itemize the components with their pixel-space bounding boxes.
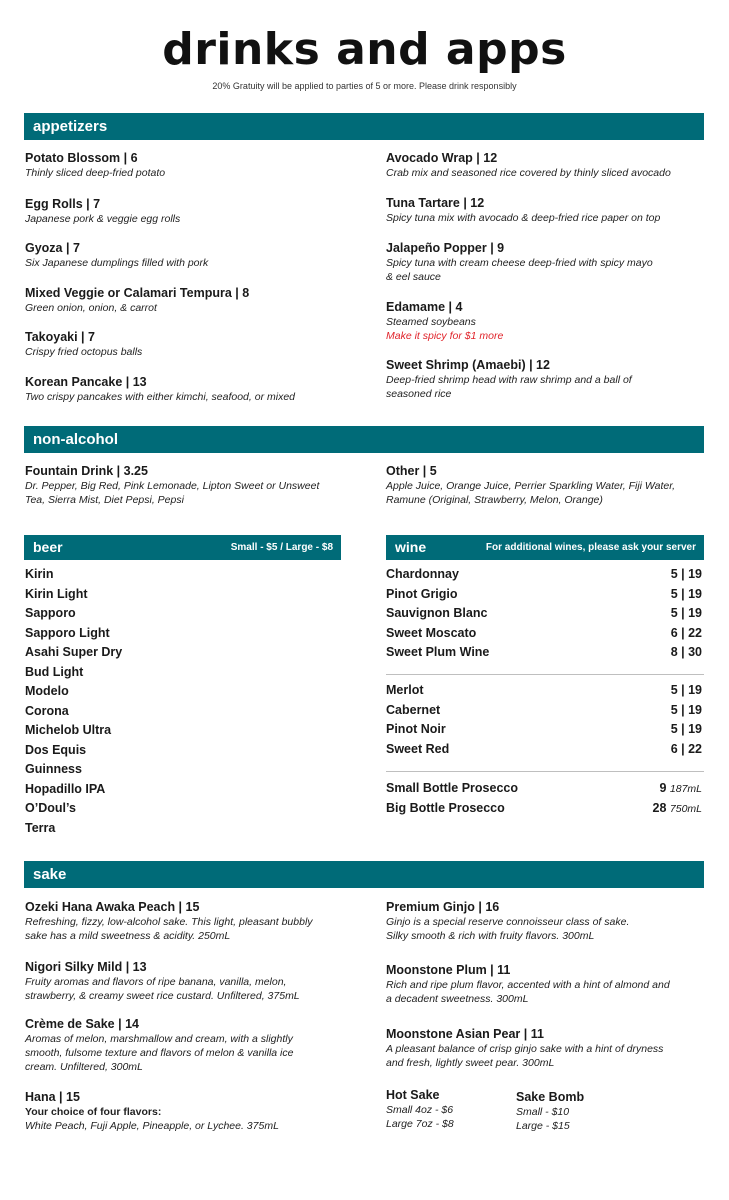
item-desc: Green onion, onion, & carrot: [25, 302, 157, 314]
item-subtitle: Your choice of four flavors:: [25, 1106, 162, 1118]
wine-row: [386, 585, 702, 605]
size-price: Large - $15: [516, 1120, 570, 1132]
menu-item: [386, 196, 660, 225]
wine-name: Pinot Noir: [386, 722, 446, 736]
menu-item: [25, 1090, 279, 1133]
item-desc: strawberry, & creamy sweet rice custard. Unfiltered, 375mL: [25, 990, 300, 1002]
menu-item: [386, 358, 632, 401]
menu-item: [25, 464, 319, 507]
item-name: Mixed Veggie or Calamari Tempura | 8: [25, 286, 250, 300]
wine-name: Merlot: [386, 683, 424, 697]
sake-bomb: [516, 1090, 584, 1133]
menu-item: [25, 286, 249, 315]
wine-heading: wine: [395, 539, 427, 555]
wine-row: [386, 799, 702, 819]
beer-item: Kirin Light: [25, 586, 88, 601]
spicy-note: Make it spicy for $1 more: [386, 330, 504, 342]
item-desc: Refreshing, fizzy, low-alcohol sake. This light, pleasant bubbly: [25, 916, 313, 928]
item-name: Crème de Sake | 14: [25, 1017, 139, 1031]
wine-name: Sweet Plum Wine: [386, 645, 490, 659]
item-desc: Deep-fried shrimp head with raw shrimp and a ball of: [386, 374, 632, 386]
item-name: Sake Bomb: [516, 1090, 585, 1104]
wine-divider: [386, 771, 704, 772]
wine-row: [386, 701, 702, 721]
item-name: Edamame | 4: [386, 300, 463, 314]
wine-price: 6 | 22: [670, 625, 702, 640]
item-name: Moonstone Plum | 11: [386, 963, 511, 977]
wine-price: [653, 799, 703, 820]
beer-item: Sapporo: [25, 606, 76, 620]
menu-item: [386, 464, 675, 507]
item-desc: Crab mix and seasoned rice covered by thinly sliced avocado: [386, 167, 671, 179]
wine-row: [386, 681, 702, 701]
beer-item: Asahi Super Dry: [25, 645, 123, 659]
item-desc: Fruity aromas and flavors of ripe banana, vanilla, melon,: [25, 976, 287, 988]
beer-item: O’Doul’s: [25, 801, 76, 815]
item-desc: Crispy fried octopus balls: [25, 346, 143, 358]
menu-item: [25, 900, 313, 943]
item-name: Jalapeño Popper | 9: [386, 241, 505, 255]
page-title: drinks and apps: [162, 24, 567, 75]
item-desc: and fresh, lightly sweet pear. 300mL: [386, 1057, 555, 1069]
menu-item: [25, 197, 180, 226]
beer-price-note: Small - $5 / Large - $8: [230, 542, 333, 553]
beer-item: Hopadillo IPA: [25, 781, 106, 796]
wine-row: [386, 643, 702, 663]
beer-header: [24, 535, 341, 560]
item-name: Other | 5: [386, 464, 437, 478]
item-name: Sweet Shrimp (Amaebi) | 12: [386, 358, 550, 372]
item-desc: Ramune (Original, Strawberry, Melon, Orange): [386, 494, 603, 506]
wine-row: [386, 779, 702, 799]
menu-item: [386, 1027, 663, 1070]
menu-item: [25, 960, 300, 1003]
bottle-volume: 187mL: [669, 783, 702, 795]
wine-header: [386, 535, 704, 560]
beer-item: Terra: [25, 820, 56, 835]
menu-item: [386, 300, 503, 343]
item-name: Potato Blossom | 6: [25, 151, 138, 165]
wine-price: 5 | 19: [670, 722, 702, 736]
wine-name: Chardonnay: [386, 567, 459, 581]
item-desc: Spicy tuna with cream cheese deep-fried with spicy mayo: [386, 257, 653, 269]
appetizers-header: [24, 113, 704, 140]
item-desc: Dr. Pepper, Big Red, Pink Lemonade, Lipton Sweet or Unsweet: [25, 480, 320, 492]
menu-item: [25, 330, 142, 359]
wine-price: 5 | 19: [670, 683, 702, 697]
size-price: Large 7oz - $8: [386, 1118, 454, 1130]
item-desc: Rich and ripe plum flavor, accented with a hint of almond and: [386, 979, 670, 991]
sake-header: [24, 861, 704, 888]
item-name: Takoyaki | 7: [25, 330, 95, 344]
item-desc: seasoned rice: [386, 388, 452, 400]
wine-price: 5 | 19: [670, 567, 702, 581]
non-alcohol-heading: non-alcohol: [33, 431, 118, 448]
item-name: Nigori Silky Mild | 13: [25, 960, 147, 974]
item-desc: Tea, Sierra Mist, Diet Pepsi, Pepsi: [25, 494, 184, 506]
appetizers-heading: appetizers: [33, 118, 108, 135]
item-desc: cream. Unfiltered, 300mL: [25, 1061, 143, 1073]
wine-name: Sweet Moscato: [386, 625, 477, 640]
menu-item: [386, 151, 671, 180]
wine-price: 5 | 19: [670, 702, 702, 717]
bottle-price: 9: [659, 781, 667, 795]
menu-item: [25, 241, 208, 270]
beer-item: Sapporo Light: [25, 625, 110, 640]
item-name: Hot Sake: [386, 1088, 440, 1102]
wine-price: 5 | 19: [670, 586, 702, 601]
wine-note: For additional wines, please ask your server: [485, 542, 696, 553]
item-name: Premium Ginjo | 16: [386, 900, 500, 914]
wine-name: Small Bottle Prosecco: [386, 781, 518, 795]
beer-item: Kirin: [25, 567, 54, 581]
wine-price: 8 | 30: [670, 645, 702, 659]
non-alcohol-header: [24, 426, 704, 453]
menu-item: [386, 241, 653, 284]
wine-name: Cabernet: [386, 702, 441, 717]
item-desc: Aromas of melon, marshmallow and cream, with a slightly: [25, 1033, 293, 1045]
menu-item: [386, 900, 629, 943]
item-desc: & eel sauce: [386, 271, 441, 283]
item-desc: Japanese pork & veggie egg rolls: [25, 213, 181, 225]
wine-price: 5 | 19: [670, 606, 702, 620]
beer-item: Modelo: [25, 684, 69, 698]
beer-heading: beer: [33, 539, 63, 555]
hot-sake: [386, 1088, 454, 1131]
item-name: Fountain Drink | 3.25: [25, 464, 148, 478]
item-desc: Two crispy pancakes with either kimchi, seafood, or mixed: [25, 391, 295, 403]
beer-item: Michelob Ultra: [25, 723, 112, 737]
item-desc: White Peach, Fuji Apple, Pineapple, or Lychee. 375mL: [25, 1120, 279, 1132]
wine-row: [386, 565, 702, 585]
item-name: Gyoza | 7: [25, 241, 80, 255]
sake-heading: sake: [33, 866, 67, 883]
wine-name: Sweet Red: [386, 741, 450, 756]
menu-item: [386, 963, 670, 1006]
bottle-price: 28: [652, 800, 667, 815]
item-name: Korean Pancake | 13: [25, 375, 147, 389]
item-desc: Thinly sliced deep-fried potato: [25, 167, 166, 179]
beer-item: Bud Light: [25, 664, 84, 679]
bottle-volume: 750mL: [669, 802, 702, 815]
beer-item: Dos Equis: [25, 742, 87, 757]
item-desc: smooth, fulsome texture and flavors of melon & vanilla ice: [25, 1047, 294, 1059]
wine-price: 6 | 22: [670, 741, 702, 756]
wine-row: [386, 720, 702, 740]
beer-list: [25, 565, 122, 838]
item-desc: Steamed soybeans: [386, 316, 476, 328]
wine-name: Sauvignon Blanc: [386, 606, 488, 620]
item-desc: Ginjo is a special reserve connoisseur class of sake.: [386, 916, 630, 928]
menu-item: [25, 1017, 293, 1074]
size-price: Small 4oz - $6: [386, 1104, 454, 1116]
item-name: Ozeki Hana Awaka Peach | 15: [25, 900, 200, 914]
wine-name: Big Bottle Prosecco: [386, 800, 505, 815]
item-name: Egg Rolls | 7: [25, 197, 101, 211]
item-desc: Silky smooth & rich with fruity flavors. 300mL: [386, 930, 595, 942]
item-desc: A pleasant balance of crisp ginjo sake with a hint of dryness: [386, 1043, 664, 1055]
item-desc: a decadent sweetness. 300mL: [386, 993, 529, 1005]
wine-row: [386, 604, 702, 624]
item-name: Tuna Tartare | 12: [386, 196, 485, 210]
wine-row: [386, 624, 702, 644]
item-desc: Six Japanese dumplings filled with pork: [25, 257, 209, 269]
menu-item: [25, 151, 165, 180]
item-desc: sake has a mild sweetness & acidity. 250mL: [25, 930, 231, 942]
item-desc: Spicy tuna mix with avocado & deep-fried rice paper on top: [386, 212, 661, 224]
size-price: Small - $10: [516, 1106, 570, 1118]
wine-row: [386, 740, 702, 760]
item-name: Moonstone Asian Pear | 11: [386, 1027, 544, 1041]
item-desc: Apple Juice, Orange Juice, Perrier Sparkling Water, Fiji Water,: [386, 480, 676, 492]
wine-price: [659, 779, 702, 800]
wine-divider: [386, 674, 704, 675]
item-name: Hana | 15: [25, 1090, 80, 1104]
beer-item: Guinness: [25, 762, 82, 776]
gratuity-note: 20% Gratuity will be applied to parties of 5 or more. Please drink responsibly: [212, 81, 517, 91]
menu-item: [25, 375, 295, 404]
beer-item: Corona: [25, 703, 69, 718]
item-name: Avocado Wrap | 12: [386, 151, 498, 165]
wine-name: Pinot Grigio: [386, 586, 458, 601]
